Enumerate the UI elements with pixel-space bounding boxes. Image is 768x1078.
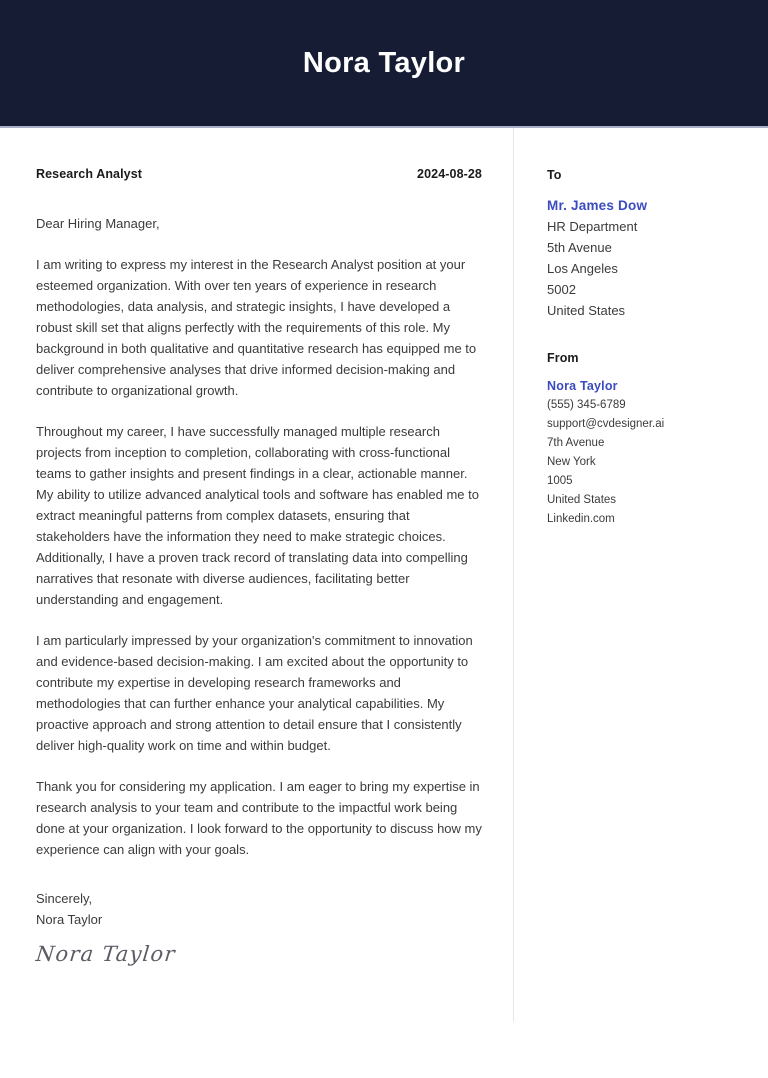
recipient-name: Mr. James Dow [547,198,648,213]
sender-line: 1005 [547,475,573,487]
document-header [0,0,768,126]
letter-meta-row [36,167,482,181]
salutation: Dear Hiring Manager, [36,216,160,231]
letter-column [36,128,482,965]
closing-salutation: Sincerely, [36,891,93,906]
page-title: Nora Taylor [302,46,466,79]
to-heading: To [547,168,562,182]
letter-date: 2024-08-28 [417,167,482,181]
recipient-line: 5002 [547,282,576,297]
closing-block [36,888,482,930]
job-title: Research Analyst [36,167,143,181]
sender-block [547,377,747,529]
recipient-line: United States [547,303,626,318]
body-paragraph: I am writing to express my interest in the Research Analyst position at your esteemed organization. With over ten years of experience in research methodologies, data analysis, and strategic insights, I have developed a robust skill set that aligns perfectly with the requirements of this role. My background in both qualitative and quantitative research has equipped me to deliver comprehensive analyses that drive informed decision-making and contribute to organizational growth. [36,257,477,398]
recipient-line: HR Department [547,219,638,234]
body-paragraph: Thank you for considering my application. I am eager to bring my expertise in research analysis to your team and contribute to the impactful work being done at your organization. I look forward to the opportunity to discuss how my experience can align with your goals. [36,779,482,857]
signature: Nora Taylor [34,942,177,966]
column-divider [513,128,514,1022]
sender-name: Nora Taylor [547,379,618,393]
sender-line: 7th Avenue [547,437,605,449]
recipient-block [547,195,747,321]
recipient-line: 5th Avenue [547,240,612,255]
closing-name: Nora Taylor [36,912,103,927]
sender-line: United States [547,494,617,506]
sender-phone: (555) 345-6789 [547,399,626,411]
contact-sidebar [547,128,747,529]
body-paragraph: Throughout my career, I have successfully managed multiple research projects from inception to completion, collaborating with cross-functional teams to gather insights and present findings in a clear, actionable manner. My ability to utilize advanced analytical tools and software has enabled me to extract meaningful patterns from complex datasets, ensuring that stakeholders have the information they need to make strategic choices. Additionally, I have a proven track record of translating data into compelling narratives that resonate with diverse audiences, facilitating better understanding and engagement. [36,424,479,607]
sender-website: Linkedin.com [547,513,615,525]
from-heading: From [547,351,579,365]
sender-line: New York [547,456,596,468]
recipient-line: Los Angeles [547,261,618,276]
body-paragraph: I am particularly impressed by your organization's commitment to innovation and evidence-based decision-making. I am excited about the opportunity to contribute my expertise in developing research frameworks and methodologies that can further enhance your analytical capabilities. My proactive approach and strong attention to detail ensure that I consistently deliver high-quality work on time and within budget. [36,633,473,753]
sender-email: support@cvdesigner.ai [547,418,665,430]
